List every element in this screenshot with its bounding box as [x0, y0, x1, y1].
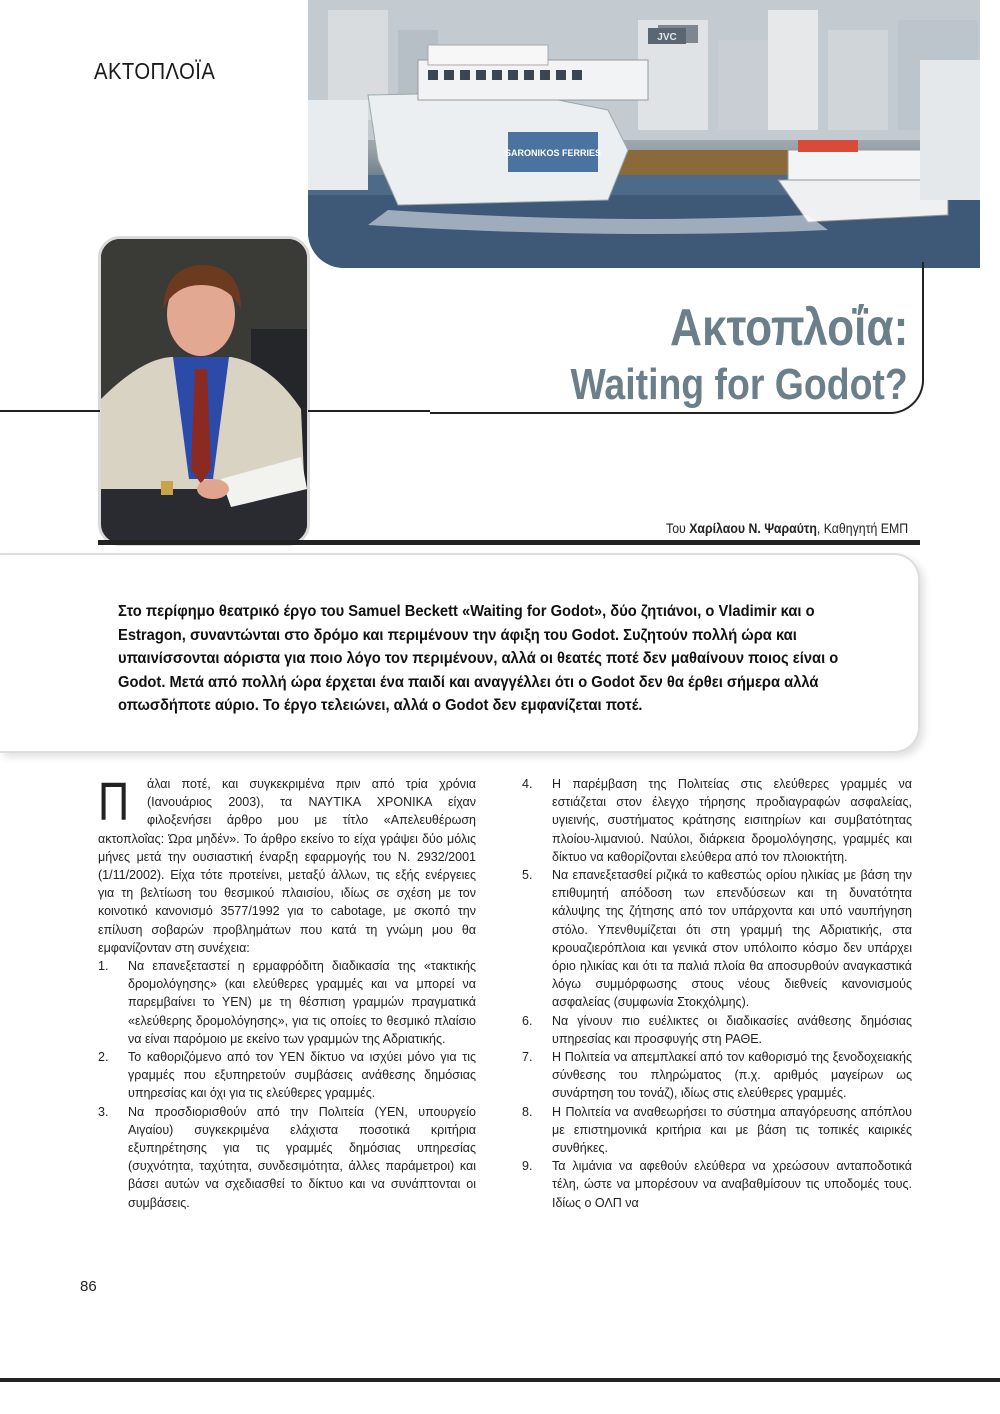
- list-item: [522, 1103, 912, 1158]
- proposal-list-left: [98, 957, 476, 1212]
- list-item-number: 7.: [522, 1050, 533, 1065]
- hero-ferry-photo: [308, 0, 980, 268]
- list-item-text: Να προσδιορισθούν από την Πολιτεία (ΥΕΝ, υπουργείο Αιγαίου) συγκεκριμένα ελάχιστα ποσοτικά κριτήρια εξυπηρέτησης για τις γραμμές δημόσιας υπηρεσίας (συχνότητα, ταχύτητα, συνδεσιμότητα, άλλες παράμετροι) και βάσει αυτών να σχεδιασθεί το δίκτυο και να συνάπτονται οι συμβάσεις.: [128, 1104, 476, 1210]
- body-column-left: [98, 772, 476, 1212]
- opening-paragraph: [98, 772, 476, 957]
- list-item-number: 1.: [98, 959, 109, 974]
- list-item: [522, 1048, 912, 1103]
- list-item: [98, 1048, 476, 1103]
- byline: [666, 520, 908, 536]
- proposal-list-right: [522, 775, 912, 1212]
- list-item-number: 2.: [98, 1050, 109, 1065]
- list-item-number: 3.: [98, 1104, 109, 1119]
- author-portrait: [98, 236, 310, 546]
- page-number: 86: [80, 1278, 97, 1295]
- title-rule-middle: [308, 410, 430, 412]
- list-item-text: Να επανεξεταστεί η ερμαφρόδιτη διαδικασία της «τακτικής δρομολόγησης» (και ελεύθερες γραμμές και να μπορεί να παρεμβαίνει το ΥΕΝ) με τη θέσπιση γραμμών πραγματικά «ελεύθερης δρομολόγησης», για τις οποίες το θεσμικό πλαίσιο να είναι παρόμοιο με εκείνο των γραμμών της Αδριατικής.: [128, 959, 476, 1046]
- list-item-number: 9.: [522, 1159, 533, 1174]
- list-item-text: Να γίνουν πιο ευέλικτες οι διαδικασίες ανάθεσης δημόσιας υπηρεσίας και προσφυγής στη ΡΑΘΕ.: [552, 1013, 912, 1046]
- list-item: [522, 1012, 912, 1048]
- list-item: [98, 1103, 476, 1212]
- byline-prefix: Του: [665, 520, 690, 536]
- opening-text: άλαι ποτέ, και συγκεκριμένα πριν από τρία χρόνια (Ιανουάριος 2003), τα ΝΑΥΤΙΚΑ ΧΡΟΝΙΚΑ είχαν φιλοξενήσει άρθρο μου με τίτλο «Απελευθέρωση ακτοπλοΐας: Ώρα μηδέν». Το άρθρο εκείνο το είχα γράψει δύο μόλις μήνες μετά την ουσιαστική έναρξη εφαρμογής του Ν. 2932/2001 (1/11/2002). Είχα τότε προτείνει, μεταξύ άλλων, τις εξής ενέργειες για τη βελτίωση του θεσμικού πλαισίου, ιδίως σε σχέση με τον κοινοτικό κανονισμό 3577/1992 για το cabotage, με σκοπό την επίλυση σοβαρών προβλημάτων που κατά τη γνώμη μου θα εμφανίζονταν στη συνέχεια:: [98, 777, 476, 955]
- list-item-text: Η παρέμβαση της Πολιτείας στις ελεύθερες γραμμές να εστιάζεται στον έλεγχο τήρησης προδιαγραφών ασφαλείας, υγιεινής, συστήματος κράτησης εισιτηρίων και συμβατότητας πλοίου-λιμανιού. Ναύλοι, διάρκεια δρομολόγησης, γραμμές και δίκτυο να καθορίζονται ελεύθερα από τον πλοιοκτήτη.: [552, 777, 912, 864]
- article-subtitle: Waiting for Godot?: [570, 360, 908, 409]
- ferry-name-text: SARONIKOS FERRIES: [504, 148, 602, 158]
- list-item: [522, 775, 912, 866]
- dropcap: Π: [98, 772, 130, 832]
- list-item-text: Τα λιμάνια να αφεθούν ελεύθερα να χρεώσουν ανταποδοτικά τέλη, ώστε να μπορέσουν να αναβαθμίσουν τις υποδομές τους. Ιδίως ο ΟΛΠ να: [552, 1159, 912, 1210]
- title-rule-left: [0, 410, 100, 412]
- article-title: Ακτοπλοΐα:: [669, 299, 908, 357]
- list-item-number: 6.: [522, 1013, 533, 1028]
- bottom-rule: [0, 1378, 1000, 1382]
- list-item: [522, 1157, 912, 1212]
- byline-author: Χαρίλαου Ν. Ψαραύτη: [689, 520, 817, 536]
- byline-rule: [98, 540, 920, 545]
- section-label: ΑΚΤΟΠΛΟΪΑ: [94, 58, 216, 84]
- list-item-text: Η Πολιτεία να απεμπλακεί από τον καθορισμό της ξενοδοχειακής σύνθεσης του πληρώματος (π.χ. αριθμός μαγείρων ως συνάρτηση του τονάζ), ιδίως στις ελεύθερες γραμμές.: [552, 1050, 912, 1101]
- list-item: [522, 866, 912, 1012]
- billboard-text: JVC: [657, 32, 677, 43]
- byline-suffix: , Καθηγητή ΕΜΠ: [816, 520, 908, 536]
- list-item-text: Η Πολιτεία να αναθεωρήσει το σύστημα απαγόρευσης απόπλου με επιστημονικά κριτήρια και με βάση τις τοπικές καιρικές συνθήκες.: [552, 1104, 912, 1156]
- list-item-text: Το καθοριζόμενο από τον ΥΕΝ δίκτυο να ισχύει μόνο για τις γραμμές που εξυπηρετούν συμβάσεις ανάθεσης δημόσιας υπηρεσίας και όχι για τις ελεύθερες γραμμές.: [128, 1050, 476, 1101]
- list-item: [98, 957, 476, 1048]
- list-item-number: 4.: [522, 777, 533, 791]
- intro-lead: Στο περίφημο θεατρικό έργο του Samuel Beckett «Waiting for Godot», δύο ζητιάνοι, ο Vladimir και ο Estragon, συναντώνται στο δρόμο και περιμένουν την άφιξη του Godot. Συζητούν πολλή ώρα και υπαινίσσονται αόριστα για ποιο λόγο τον περιμένουν, αλλά οι θεατές ποτέ δεν μαθαίνουν ποιος είναι ο Godot. Μετά από πολλή ώρα έρχεται ένα παιδί και αναγγέλλει ότι ο Godot δεν θα έρθει σήμερα αλλά οπωσδήποτε αύριο. Το έργο τελειώνει, αλλά ο Godot δεν εμφανίζεται ποτέ.: [118, 603, 839, 714]
- list-item-number: 5.: [522, 868, 533, 883]
- list-item-number: 8.: [522, 1104, 533, 1119]
- list-item-text: Να επανεξετασθεί ριζικά το καθεστώς ορίου ηλικίας με βάση την επιθυμητή απόδοση των επενδύσεων και τη δυνατότητα κάλυψης της ζήτησης από τον υπάρχοντα και υπό ναυπήγηση στόλο. Υπενθυμίζεται ότι στη γραμμή της Αδριατικής, στα κρουαζιερόπλοια και γενικά στον υπόλοιπο κόσμο δεν υπάρχει όριο ηλικίας και ότι τα παλιά πλοία θα αποσυρθούν αναγκαστικά λόγω συμμόρφωσης στους νέους διεθνείς κανονισμούς ασφαλείας (συμφωνία Στοκχόλμης).: [552, 868, 912, 1010]
- body-column-right: [522, 775, 912, 1212]
